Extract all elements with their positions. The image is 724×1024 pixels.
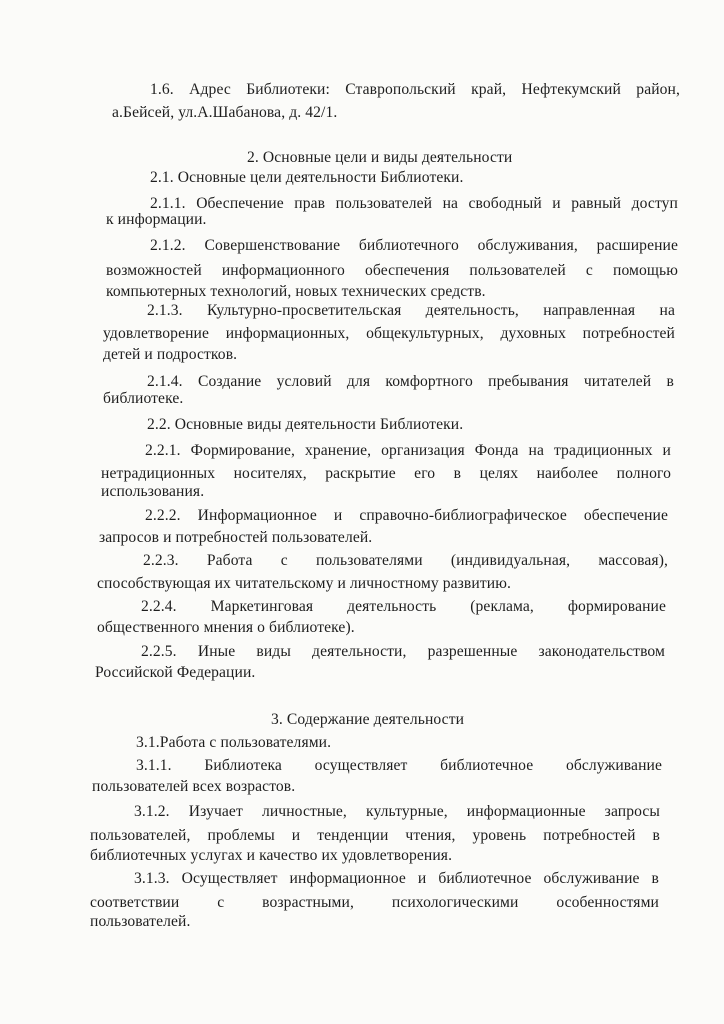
- clause-2-1-1-line-1: 2.1.1. Обеспечение прав пользователей на свободный и равный доступ: [150, 195, 678, 212]
- clause-2-1-2-line-2: возможностей информационного обеспечения пользователей с помощью: [106, 262, 678, 279]
- clause-2-1-4-line-2: библиотеке.: [103, 390, 184, 407]
- clause-3-1-3-line-1: 3.1.3. Осуществляет информационное и библиотечное обслуживание в: [134, 870, 659, 887]
- section-3-heading: 3. Содержание деятельности: [271, 711, 465, 728]
- clause-2-2-2-line-1: 2.2.2. Информационное и справочно-библиографическое обеспечение: [145, 507, 668, 524]
- clause-3-1: 3.1.Работа с пользователями.: [136, 734, 332, 751]
- section-2-heading: 2. Основные цели и виды деятельности: [247, 149, 513, 166]
- clause-2-2-1-line-1: 2.2.1. Формирование, хранение, организация Фонда на традиционных и: [145, 442, 671, 459]
- clause-2-1-1-line-2: к информации.: [106, 211, 207, 228]
- clause-2-2-1-line-2: нетрадиционных носителях, раскрытие его в целях наиболее полного: [101, 465, 671, 482]
- clause-2-2-3-line-1: 2.2.3. Работа с пользователями (индивидуальная, массовая),: [143, 552, 668, 569]
- clause-2-2-2-line-2: запросов и потребностей пользователей.: [99, 529, 373, 546]
- clause-2-2-4-line-2: общественного мнения о библиотеке).: [97, 619, 355, 636]
- clause-2-2-1-line-3: использования.: [101, 483, 205, 500]
- clause-2-1-2-line-3: компьютерных технологий, новых технических средств.: [106, 283, 486, 300]
- clause-3-1-3-line-3: пользователей.: [90, 913, 191, 930]
- clause-2-2-5-line-2: Российской Федерации.: [95, 664, 256, 681]
- clause-2-2-5-line-1: 2.2.5. Иные виды деятельности, разрешенные законодательством: [141, 643, 665, 660]
- clause-2-1-3-line-1: 2.1.3. Культурно-просветительская деятельность, направленная на: [147, 302, 675, 319]
- clause-2-1-3-line-3: детей и подростков.: [103, 346, 238, 363]
- clause-2-1-2-line-1: 2.1.2. Совершенствование библиотечного обслуживания, расширение: [150, 237, 678, 254]
- clause-2-1-3-line-2: удовлетворение информационных, общекультурных, духовных потребностей: [103, 325, 675, 342]
- clause-3-1-3-line-2: соответствии с возрастными, психологическими особенностями: [90, 894, 659, 911]
- clause-2-1: 2.1. Основные цели деятельности Библиотеки.: [150, 169, 464, 186]
- clause-2-2: 2.2. Основные виды деятельности Библиотеки.: [147, 416, 464, 433]
- clause-3-1-1-line-1: 3.1.1. Библиотека осуществляет библиотечное обслуживание: [136, 757, 662, 774]
- clause-3-1-2-line-2: пользователей, проблемы и тенденции чтения, уровень потребностей в: [90, 827, 660, 844]
- clause-2-2-3-line-2: способствующая их читательскому и личностному развитию.: [97, 575, 511, 592]
- clause-3-1-2-line-1: 3.1.2. Изучает личностные, культурные, информационные запросы: [134, 803, 660, 820]
- clause-3-1-1-line-2: пользователей всех возрастов.: [92, 778, 296, 795]
- clause-1-6-line-2: а.Бейсей, ул.А.Шабанова, д. 42/1.: [112, 104, 338, 121]
- clause-1-6-line-1: 1.6. Адрес Библиотеки: Ставропольский край, Нефтекумский район,: [150, 81, 680, 98]
- clause-2-1-4-line-1: 2.1.4. Создание условий для комфортного пребывания читателей в: [147, 373, 674, 390]
- clause-3-1-2-line-3: библиотечных услугах и качество их удовлетворения.: [90, 847, 453, 864]
- clause-2-2-4-line-1: 2.2.4. Маркетинговая деятельность (реклама, формирование: [141, 598, 666, 615]
